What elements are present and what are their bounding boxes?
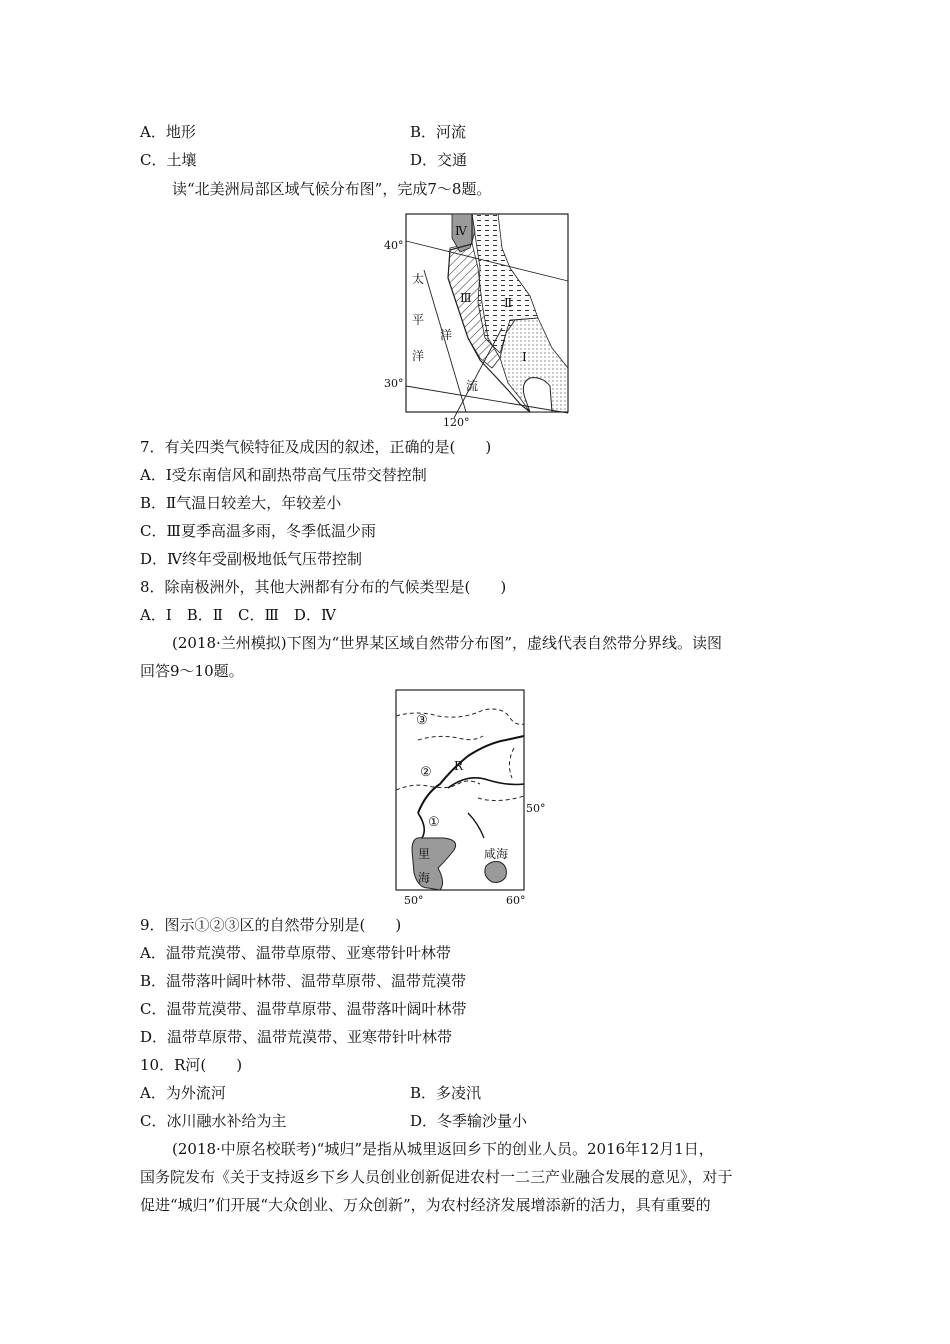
zone-3-label: ③ bbox=[416, 713, 428, 728]
zone-ii-label: Ⅱ bbox=[504, 296, 513, 310]
ocean-char-1: 太 bbox=[412, 272, 425, 286]
current-char-2: 流 bbox=[466, 379, 479, 393]
q6-option-b: B．河流 bbox=[410, 123, 467, 141]
aral-label: 咸海 bbox=[484, 847, 509, 861]
intro-9-10-line1: (2018·兰州模拟)下图为“世界某区域自然带分布图”，虚线代表自然带分界线。读图 bbox=[172, 634, 722, 652]
q7-option-b: B．Ⅱ气温日较差大，年较差小 bbox=[140, 494, 342, 512]
north-america-climate-map bbox=[380, 208, 580, 430]
lon-120-label: 120° bbox=[443, 416, 470, 429]
q9-option-d: D．温带草原带、温带荒漠带、亚寒带针叶林带 bbox=[140, 1028, 453, 1046]
q8-options: A．Ⅰ B．Ⅱ C．Ⅲ D．Ⅳ bbox=[140, 606, 336, 624]
q9-option-c: C．温带荒漠带、温带草原带、温带落叶阔叶林带 bbox=[140, 1000, 467, 1018]
gulf-outline bbox=[523, 378, 552, 412]
zone-i-label: Ⅰ bbox=[522, 350, 527, 364]
lon-60-label: 60° bbox=[506, 894, 526, 907]
ocean-char-2: 平 bbox=[412, 313, 425, 327]
caspian-char-2: 海 bbox=[418, 871, 431, 885]
q7-option-c: C．Ⅲ夏季高温多雨，冬季低温少雨 bbox=[140, 522, 376, 540]
zone-2-label: ② bbox=[420, 765, 432, 780]
lat-30-label: 30° bbox=[384, 377, 404, 390]
zone-iii-label: Ⅲ bbox=[460, 291, 472, 305]
aral-sea bbox=[485, 862, 507, 883]
q7-option-a: A．Ⅰ受东南信风和副热带高气压带交替控制 bbox=[140, 466, 427, 484]
lon-50-label: 50° bbox=[404, 894, 424, 907]
q10-option-c: C．冰川融水补给为主 bbox=[140, 1112, 287, 1130]
passage-line2: 国务院发布《关于支持返乡下乡人员创业创新促进农村一二三产业融合发展的意见》，对于 bbox=[140, 1168, 733, 1186]
zone-iv-label: Ⅳ bbox=[455, 224, 467, 238]
passage-line1: (2018·中原名校联考)“城归”是指从城里返回乡下的创业人员。2016年12月1日， bbox=[172, 1140, 714, 1158]
current-char-1: 洋 bbox=[440, 328, 453, 342]
intro-7-8: 读“北美洲局部区域气候分布图”，完成7～8题。 bbox=[172, 180, 492, 198]
q9-stem: 9．图示①②③区的自然带分别是( ) bbox=[140, 916, 402, 934]
natural-zone-map bbox=[388, 688, 558, 910]
q7-stem: 7．有关四类气候特征及成因的叙述，正确的是( ) bbox=[140, 438, 492, 456]
intro-9-10-line2: 回答9～10题。 bbox=[140, 662, 244, 680]
q10-option-a: A．为外流河 bbox=[140, 1084, 226, 1102]
q10-option-d: D．冬季输沙量小 bbox=[410, 1112, 528, 1130]
ocean-char-3: 洋 bbox=[412, 349, 425, 363]
q6-option-d: D．交通 bbox=[410, 151, 468, 169]
q6-option-c: C．土壤 bbox=[140, 151, 197, 169]
q8-stem: 8．除南极洲外，其他大洲都有分布的气候类型是( ) bbox=[140, 578, 507, 596]
river-r-label: R bbox=[454, 759, 464, 773]
zone-1-label: ① bbox=[428, 815, 440, 830]
lat-50-label: 50° bbox=[526, 802, 546, 815]
caspian-char-1: 里 bbox=[418, 847, 431, 861]
lat-40-label: 40° bbox=[384, 239, 404, 252]
q7-option-d: D．Ⅳ终年受副极地低气压带控制 bbox=[140, 550, 363, 568]
q6-option-a: A．地形 bbox=[140, 123, 196, 141]
q10-option-b: B．多凌汛 bbox=[410, 1084, 482, 1102]
q9-option-b: B．温带落叶阔叶林带、温带草原带、温带荒漠带 bbox=[140, 972, 467, 990]
q9-option-a: A．温带荒漠带、温带草原带、亚寒带针叶林带 bbox=[140, 944, 451, 962]
passage-line3: 促进“城归”们开展“大众创业、万众创新”，为农村经济发展增添新的活力，具有重要的 bbox=[140, 1196, 711, 1214]
q10-stem: 10．R河( ) bbox=[140, 1056, 243, 1074]
